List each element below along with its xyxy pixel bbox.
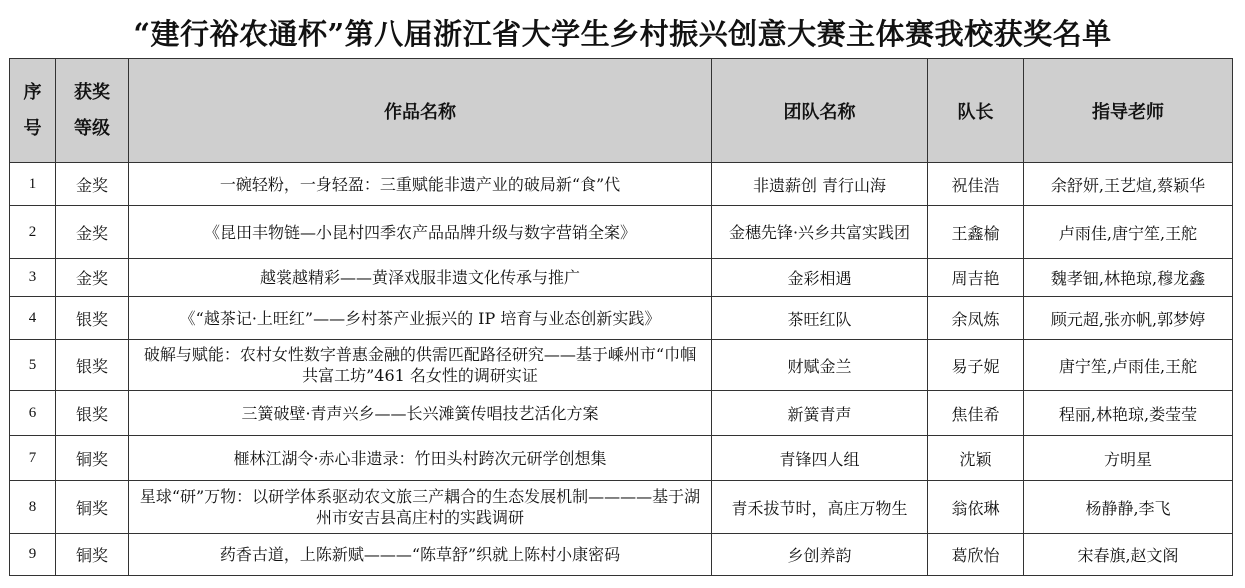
cell-advisor: 宋春旗,赵文阁 [1024,534,1233,576]
cell-team: 金穗先锋·兴乡共富实践团 [712,206,928,259]
cell-team: 茶旺红队 [712,297,928,340]
cell-level: 银奖 [56,297,129,340]
header-work: 作品名称 [129,59,712,163]
award-table [9,58,1233,576]
cell-index: 4 [10,297,56,340]
cell-advisor: 余舒妍,王艺煊,蔡颖华 [1024,163,1233,206]
header-index-line2: 号 [23,117,42,139]
cell-leader: 王鑫榆 [928,206,1024,259]
header-leader: 队长 [928,59,1024,163]
cell-index: 8 [10,481,56,534]
cell-advisor: 卢雨佳,唐宁笙,王舵 [1024,206,1233,259]
cell-leader: 余凤炼 [928,297,1024,340]
cell-work: 《昆田丰物链—小昆村四季农产品品牌升级与数字营销全案》 [129,206,712,259]
cell-leader: 沈颖 [928,436,1024,481]
cell-leader: 葛欣怡 [928,534,1024,576]
cell-work: 三簧破壁·青声兴乡——长兴滩簧传唱技艺活化方案 [129,391,712,436]
table-row [10,297,1233,340]
cell-index: 1 [10,163,56,206]
cell-team: 乡创养韵 [712,534,928,576]
cell-level: 铜奖 [56,436,129,481]
table-row [10,259,1233,297]
table-row [10,436,1233,481]
cell-index: 2 [10,206,56,259]
cell-advisor: 程丽,林艳琼,娄莹莹 [1024,391,1233,436]
cell-index: 9 [10,534,56,576]
header-row [10,59,1233,163]
cell-advisor: 杨静静,李飞 [1024,481,1233,534]
table-row [10,206,1233,259]
cell-work: 星球“研”万物：以研学体系驱动农文旅三产耦合的生态发展机制————基于湖州市安吉县高庄村的实践调研 [129,481,712,534]
cell-work: 破解与赋能：农村女性数字普惠金融的供需匹配路径研究——基于嵊州市“巾帼共富工坊”461 名女性的调研实证 [129,340,712,391]
cell-index: 3 [10,259,56,297]
cell-leader: 焦佳希 [928,391,1024,436]
cell-leader: 祝佳浩 [928,163,1024,206]
cell-advisor: 魏孝钿,林艳琼,穆龙鑫 [1024,259,1233,297]
cell-work: 越裳越精彩——黄泽戏服非遗文化传承与推广 [129,259,712,297]
cell-advisor: 方明星 [1024,436,1233,481]
header-level [56,59,129,163]
page-title: “建行裕农通杯”第八届浙江省大学生乡村振兴创意大赛主体赛我校获奖名单 [133,17,1112,51]
cell-work: 榧林江湖令·赤心非遗录：竹田头村跨次元研学创想集 [129,436,712,481]
table-row [10,481,1233,534]
table-row [10,534,1233,576]
cell-index: 6 [10,391,56,436]
cell-team: 青禾拔节时，高庄万物生 [712,481,928,534]
header-level-line1: 获奖 [74,81,110,103]
cell-index: 5 [10,340,56,391]
header-team: 团队名称 [712,59,928,163]
header-level-line2: 等级 [74,117,110,139]
cell-level: 金奖 [56,206,129,259]
cell-advisor: 唐宁笙,卢雨佳,王舵 [1024,340,1233,391]
header-index-line1: 序 [23,81,42,103]
cell-work: 一碗轻粉，一身轻盈：三重赋能非遗产业的破局新“食”代 [129,163,712,206]
cell-team: 非遗薪创 青行山海 [712,163,928,206]
header-index [10,59,56,163]
table-row [10,391,1233,436]
cell-index: 7 [10,436,56,481]
cell-work: 《“越茶记·上旺红”——乡村茶产业振兴的 IP 培育与业态创新实践》 [129,297,712,340]
cell-advisor: 顾元超,张亦帆,郭梦婷 [1024,297,1233,340]
cell-leader: 易子妮 [928,340,1024,391]
cell-team: 新簧青声 [712,391,928,436]
cell-leader: 周吉艳 [928,259,1024,297]
cell-level: 银奖 [56,340,129,391]
cell-level: 铜奖 [56,534,129,576]
cell-level: 金奖 [56,259,129,297]
cell-level: 银奖 [56,391,129,436]
table-row [10,340,1233,391]
header-advisor: 指导老师 [1024,59,1233,163]
cell-team: 金彩相遇 [712,259,928,297]
cell-team: 财赋金兰 [712,340,928,391]
cell-leader: 翁依琳 [928,481,1024,534]
cell-work: 药香古道，上陈新赋———“陈草舒”织就上陈村小康密码 [129,534,712,576]
table-row [10,163,1233,206]
cell-team: 青锋四人组 [712,436,928,481]
cell-level: 金奖 [56,163,129,206]
cell-level: 铜奖 [56,481,129,534]
